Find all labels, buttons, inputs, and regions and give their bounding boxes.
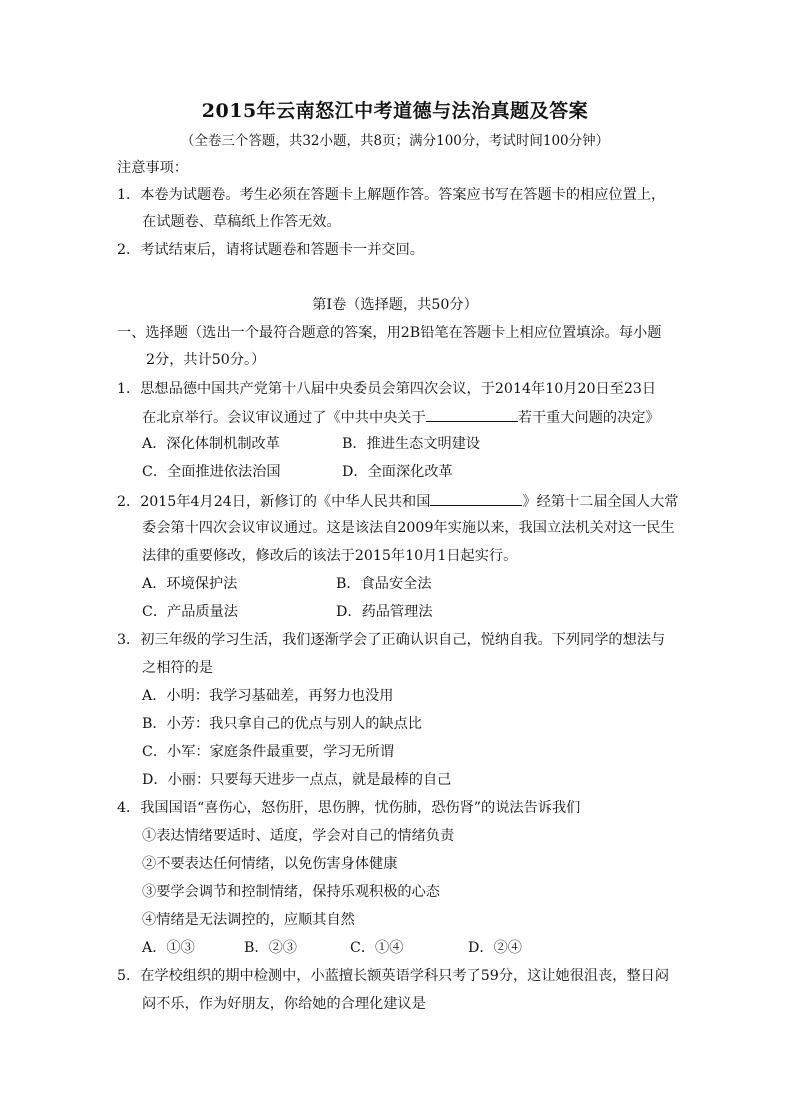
section-instructions: 一、选择题（选出一个最符合题意的答案，用2B铅笔在答题卡上相应位置填涂。每小题 [117, 325, 662, 341]
section-instructions-cont: 2分，共计50分。） [146, 352, 266, 368]
question-2-stem-cont-2: 法律的重要修改，修改后的该法于2015年10月1日起实行。 [142, 548, 518, 564]
question-2-stem [117, 491, 678, 511]
question-5-stem: 5．在学校组织的期中检测中，小蓝擅长额英语学科只考了59分，这让她很沮丧，整日闷 [117, 968, 670, 984]
question-1-stem: 1．思想品德中国共产党第十八届中央委员会第四次会议，于2014年10月20日至23日 [117, 381, 657, 397]
q1-option-d: D．全面深化改革 [342, 464, 453, 480]
notice-item-2: 2．考试结束后，请将试题卷和答题卡一并交回。 [117, 242, 424, 258]
q2-option-a: A．环境保护法 [142, 576, 238, 592]
page-title: 2015年云南怒江中考道德与法治真题及答案 [201, 100, 589, 122]
q2-stem-text-end: 》经第十二届全国人大常 [522, 494, 679, 510]
q4-option-b: B．②③ [244, 940, 297, 956]
question-3-stem-cont: 之相符的是 [142, 660, 213, 676]
q4-statement-1: ①表达情绪要适时、适度，学会对自己的情绪负责 [142, 828, 455, 844]
q4-statement-3: ③要学会调节和控制情绪，保持乐观积极的心态 [142, 884, 440, 900]
section-title: 第Ⅰ卷（选择题，共50分） [312, 297, 478, 313]
q1-stem-text: 在北京举行。会议审议通过了《中共中央关于 [142, 410, 426, 426]
q2-option-b: B．食品安全法 [336, 576, 432, 592]
notice-item-1: 1．本卷为试题卷。考生必须在答题卡上解题作答。答案应书写在答题卡的相应位置上， [117, 187, 666, 203]
q2-option-d: D．药品管理法 [336, 604, 433, 620]
q4-option-c: C．①④ [350, 940, 404, 956]
q4-statement-4: ④情绪是无法调控的，应顺其自然 [142, 912, 355, 928]
answer-blank [430, 491, 522, 506]
page-subtitle: （全卷三个答题，共32小题，共8页；满分100分，考试时间100分钟） [180, 133, 610, 149]
question-5-stem-cont: 闷不乐，作为好朋友，你给她的合理化建议是 [142, 996, 426, 1012]
question-4-stem: 4．我国国语“喜伤心，怒伤肝，思伤脾，忧伤肺，恐伤肾”的说法告诉我们 [117, 800, 581, 816]
notice-heading: 注意事项： [117, 160, 188, 176]
q3-option-b: B．小芳：我只拿自己的优点与别人的缺点比 [142, 716, 422, 732]
question-3-stem: 3．初三年级的学习生活，我们逐渐学会了正确认识自己，悦纳自我。下列同学的想法与 [117, 632, 666, 648]
q1-option-c: C．全面推进依法治国 [142, 464, 281, 480]
q1-option-b: B．推进生态文明建设 [342, 436, 481, 452]
q1-stem-text-end: 若干重大问题的决定》 [517, 410, 660, 426]
q3-option-c: C．小军：家庭条件最重要，学习无所谓 [142, 744, 395, 760]
answer-blank [426, 407, 518, 422]
q4-option-d: D．②④ [468, 940, 522, 956]
q1-option-a: A．深化体制机制改革 [142, 436, 280, 452]
question-2-stem-cont: 委会第十四次会议审议通过。这是该法自2009年实施以来，我国立法机关对这一民生 [142, 520, 675, 536]
q4-statement-2: ②不要表达任何情绪，以免伤害身体健康 [142, 856, 398, 872]
q3-option-a: A．小明：我学习基础差，再努力也没用 [142, 688, 394, 704]
q2-stem-text: 2．2015年4月24日，新修订的《中华人民共和国 [117, 494, 431, 510]
q3-option-d: D．小丽：只要每天进步一点点，就是最棒的自己 [142, 772, 452, 788]
q4-option-a: A．①③ [142, 940, 195, 956]
question-1-stem-cont [142, 407, 660, 427]
q2-option-c: C．产品质量法 [142, 604, 238, 620]
notice-item-1-cont: 在试题卷、草稿纸上作答无效。 [142, 214, 341, 230]
